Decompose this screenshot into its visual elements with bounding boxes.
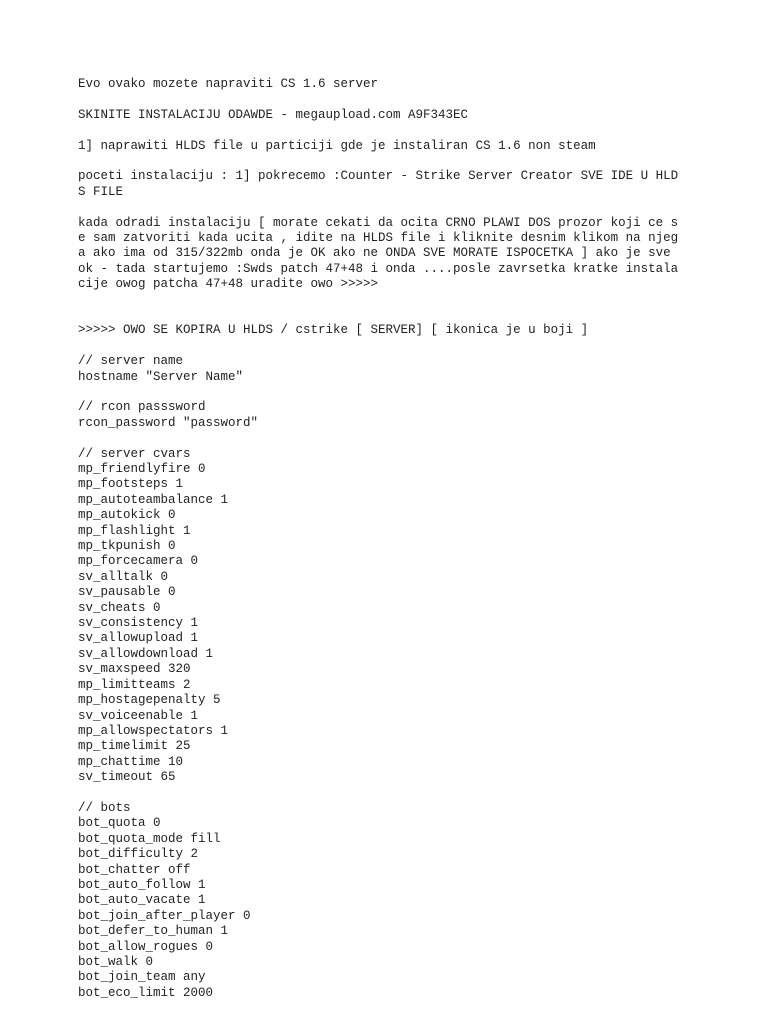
config-line: rcon_password "password" (78, 415, 259, 430)
config-line: bot_auto_vacate 1 (78, 893, 206, 908)
config-line: bot_walk 0 (78, 955, 154, 969)
config-comment: // bots (78, 800, 131, 815)
config-line: hostname "Server Name" (78, 369, 244, 384)
config-line: mp_forcecamera 0 (78, 554, 199, 569)
config-server-name (78, 354, 698, 385)
config-line: bot_join_after_player 0 (78, 908, 251, 923)
config-line: sv_alltalk 0 (78, 569, 169, 584)
config-line: mp_tkpunish 0 (78, 539, 176, 554)
config-line: bot_eco_limit 2000 (78, 985, 214, 1000)
config-line: sv_maxspeed 320 (78, 662, 191, 677)
config-cvars (78, 447, 698, 786)
config-bots (78, 801, 698, 1001)
config-line: bot_chatter off (78, 862, 191, 877)
config-line: bot_difficulty 2 (78, 847, 199, 862)
step-3-line: cije owog patcha 47+48 uradite owo >>>>> (78, 277, 379, 292)
step-3-line: ok - tada startujemo :Swds patch 47+48 i onda ....posle zavrsetka kratke instala (78, 261, 679, 276)
config-line: bot_defer_to_human 1 (78, 924, 229, 939)
config-line: bot_quota 0 (78, 816, 161, 831)
config-line: mp_footsteps 1 (78, 477, 184, 492)
step-1-instruction: 1] naprawiti HLDS file u particiji gde je instaliran CS 1.6 non steam (78, 138, 596, 153)
config-line: mp_flashlight 1 (78, 523, 191, 538)
step-3-instruction (78, 216, 698, 293)
config-line: sv_cheats 0 (78, 600, 161, 615)
config-line: bot_quota_mode fill (78, 831, 221, 846)
intro-title: Evo ovako mozete napraviti CS 1.6 server (78, 77, 379, 91)
download-instruction: SKINITE INSTALACIJU ODAWDE - megaupload.com A9F343EC (78, 107, 469, 122)
config-line: sv_allowupload 1 (78, 631, 199, 646)
config-comment: // server cvars (78, 446, 191, 461)
config-line: mp_autokick 0 (78, 508, 176, 523)
config-line: sv_pausable 0 (78, 585, 176, 600)
copy-note: >>>>> OWO SE KOPIRA U HLDS / cstrike [ SERVER] [ ikonica je u boji ] (78, 323, 589, 338)
step-3-line: e sam zatvoriti kada ucita , idite na HLDS file i kliknite desnim klikom na njeg (78, 231, 679, 245)
config-comment: // server name (78, 354, 184, 369)
blank-line (78, 308, 698, 323)
config-line: sv_consistency 1 (78, 616, 199, 631)
config-rcon (78, 400, 698, 431)
config-line: mp_timelimit 25 (78, 739, 191, 754)
config-line: mp_chattime 10 (78, 754, 184, 769)
config-line: bot_allow_rogues 0 (78, 939, 214, 954)
document-page (78, 77, 698, 1017)
config-line: mp_hostagepenalty 5 (78, 693, 221, 708)
step-3-line: a ako ima od 315/322mb onda je OK ako ne ONDA SVE MORATE ISPOCETKA ] ako je sve (78, 246, 671, 261)
step-2-instruction (78, 169, 698, 200)
step-2-line: poceti instalaciju : 1] pokrecemo :Counter - Strike Server Creator SVE IDE U HLD (78, 169, 679, 184)
config-line: mp_limitteams 2 (78, 677, 191, 692)
config-line: sv_voiceenable 1 (78, 708, 199, 723)
step-2-line: S FILE (78, 184, 124, 199)
config-line: bot_join_team any (78, 970, 206, 985)
step-3-line: kada odradi instalaciju [ morate cekati da ocita CRNO PLAWI DOS prozor koji ce s (78, 215, 679, 230)
config-line: sv_allowdownload 1 (78, 646, 214, 661)
config-line: mp_allowspectators 1 (78, 723, 229, 738)
config-comment: // rcon passsword (78, 400, 206, 415)
config-line: mp_autoteambalance 1 (78, 492, 229, 507)
config-line: sv_timeout 65 (78, 770, 176, 785)
config-line: bot_auto_follow 1 (78, 877, 206, 892)
config-line: mp_friendlyfire 0 (78, 462, 206, 477)
